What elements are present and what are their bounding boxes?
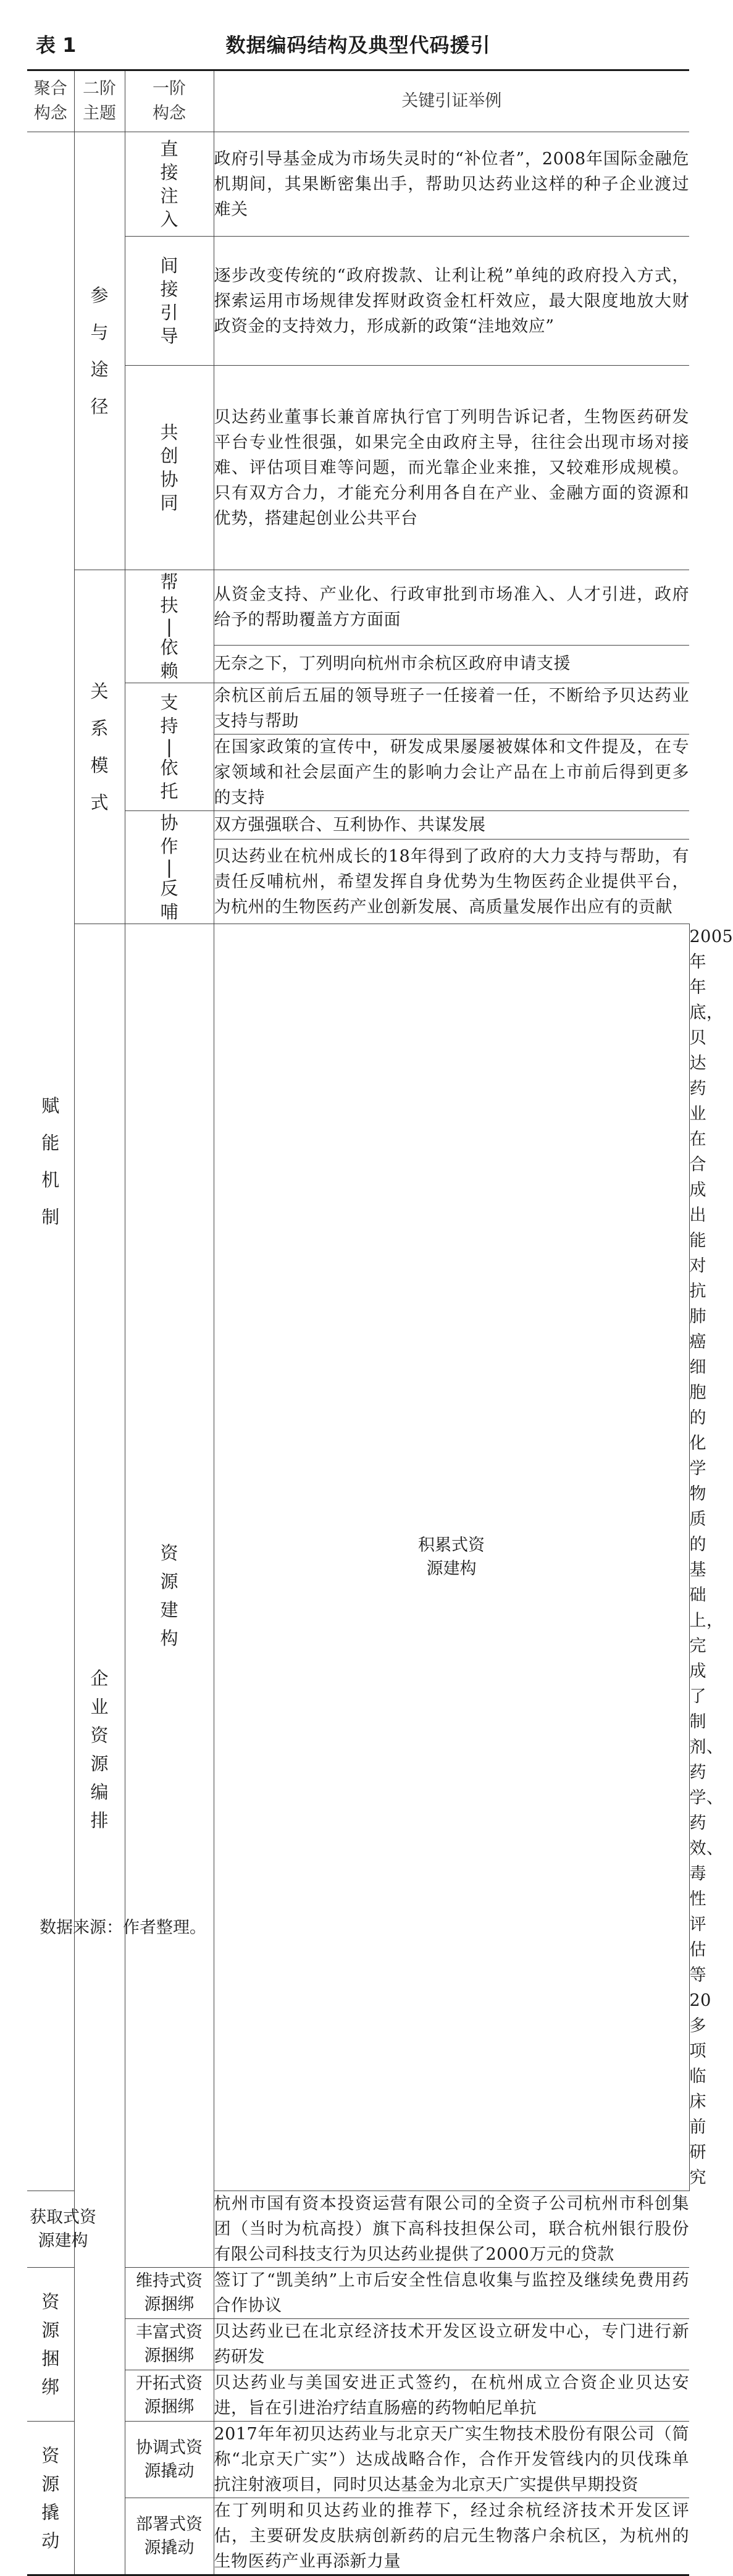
construct-indirect: 间 接 引 导 xyxy=(125,237,214,366)
aggregate-label: 赋 能 机 制 xyxy=(41,1095,60,1227)
header-aggregate: 聚合构念 xyxy=(27,70,74,132)
table-row xyxy=(27,811,689,840)
quote-cell: 签订了“凯美纳”上市后安全性信息收集与监控及继续免费用药合作协议 xyxy=(214,2268,689,2319)
table-row xyxy=(27,570,689,646)
quote-cell: 逐步改变传统的“政府拨款、让利让税”单纯的政府投入方式，探索运用市场规律发挥财政资金杠杆效应，最大限度地放大财政资金的支持效力，形成新的政策“洼地效应” xyxy=(214,237,689,366)
construct-maintaining: 维持式资源捆绑 xyxy=(125,2268,214,2319)
construct-cooperate-feedback: 协 作 | 反 哺 xyxy=(125,811,214,924)
aggregate-label: 企 业 资 源 编 排 xyxy=(90,1667,109,1831)
construct-deploying: 部署式资源撬动 xyxy=(125,2498,214,2575)
quote-cell: 从资金支持、产业化、行政审批到市场准入、人才引进，政府给予的帮助覆盖方方面面 xyxy=(214,570,689,646)
theme-relationship: 关 系 模 式 xyxy=(74,570,125,924)
table-title: 数据编码结构及典型代码援引 xyxy=(225,33,491,57)
construct-help-depend: 帮 扶 | 依 赖 xyxy=(125,570,214,683)
header-quotes: 关键引证举例 xyxy=(214,70,689,132)
header-construct: 一阶构念 xyxy=(125,70,214,132)
table-row xyxy=(27,2370,689,2422)
aggregate-empowerment xyxy=(27,132,74,2191)
table-row xyxy=(27,2319,689,2370)
quote-cell: 贝达药业在杭州成长的18年得到了政府的大力支持与帮助，有责任反哺杭州，希望发挥自身优势为生物医药企业提供平台，为杭州的生物医药产业创新发展、高质量发展作出应有的贡献 xyxy=(214,840,689,924)
coding-table xyxy=(27,69,733,2576)
theme-leveraging: 资 源 撬 动 xyxy=(27,2422,74,2575)
table-row: 企 业 资 源 编 排 资 源 建 构 积累式资源建构 2005年年底，贝达药业在合成出能对抗肺癌细胞的化学物质的基础上，完成了制剂、药学、药效、毒性评估等20多项临床前研究 xyxy=(27,924,689,2191)
table-number: 表 1 xyxy=(36,33,77,57)
construct-enriching: 丰富式资源捆绑 xyxy=(125,2319,214,2370)
theme-participation: 参 与 途 径 xyxy=(74,132,125,570)
aggregate-orchestration xyxy=(74,924,125,2575)
quote-cell: 双方强强联合、互利协作、共谋发展 xyxy=(214,811,689,840)
table-row xyxy=(27,132,689,237)
table-row xyxy=(27,683,689,734)
quote-cell: 无奈之下，丁列明向杭州市余杭区政府申请支援 xyxy=(214,645,689,683)
header-row xyxy=(27,70,689,132)
quote-cell: 2017年年初贝达药业与北京天广实生物技术股份有限公司（简称“北京天广实”）达成战略合作，合作开发管线内的贝伐珠单抗注射液项目，同时贝达基金为北京天广实提供早期投资 xyxy=(214,2422,689,2498)
construct-support-rely: 支 持 | 依 托 xyxy=(125,683,214,811)
quote-cell: 政府引导基金成为市场失灵时的“补位者”，2008年国际金融危机期间，其果断密集出手，帮助贝达药业这样的种子企业渡过难关 xyxy=(214,132,689,237)
table-row xyxy=(27,237,689,366)
construct-cocreation: 共 创 协 同 xyxy=(125,366,214,570)
theme-construction: 资 源 建 构 xyxy=(125,924,214,2268)
construct-acquisitive: 获取式资源建构 xyxy=(27,2191,74,2268)
quote-cell: 在国家政策的宣传中，研发成果屡屡被媒体和文件提及，在专家领域和社会层面产生的影响力会让产品在上市前后得到更多的支持 xyxy=(214,734,689,811)
table-caption xyxy=(27,23,689,61)
quote-cell: 贝达药业已在北京经济技术开发区设立研发中心，专门进行新药研发 xyxy=(214,2319,689,2370)
table-row xyxy=(27,366,689,570)
theme-bundling: 资 源 捆 绑 xyxy=(27,2268,74,2422)
construct-pioneering: 开拓式资源捆绑 xyxy=(125,2370,214,2422)
quote-cell: 贝达药业董事长兼首席执行官丁列明告诉记者，生物医药研发平台专业性很强，如果完全由政府主导，往往会出现市场对接难、评估项目难等问题，而光靠企业来推，又较难形成规模。只有双方合力，才能充分利用各自在产业、金融方面的资源和优势，搭建起创业公共平台 xyxy=(214,366,689,570)
table-row xyxy=(27,2422,689,2498)
construct-accumulative: 积累式资源建构 xyxy=(214,924,689,2191)
data-source-note: 数据来源：作者整理。 xyxy=(40,1918,206,1937)
table-row xyxy=(27,2268,689,2319)
construct-direct: 直 接 注 入 xyxy=(125,132,214,237)
quote-cell: 余杭区前后五届的领导班子一任接着一任，不断给予贝达药业支持与帮助 xyxy=(214,683,689,734)
construct-coordinating: 协调式资源撬动 xyxy=(125,2422,214,2498)
quote-cell: 杭州市国有资本投资运营有限公司的全资子公司杭州市科创集团（当时为杭高投）旗下高科技担保公司，联合杭州银行股份有限公司科技支行为贝达药业提供了2000万元的贷款 xyxy=(214,2191,689,2268)
quote-cell: 在丁列明和贝达药业的推荐下，经过余杭经济技术开发区评估，主要研发皮肤病创新药的启元生物落户余杭区，为杭州的生物医药产业再添新力量 xyxy=(214,2498,689,2575)
header-theme: 二阶主题 xyxy=(74,70,125,132)
quote-cell: 贝达药业与美国安进正式签约，在杭州成立合资企业贝达安进，旨在引进治疗结直肠癌的药物帕尼单抗 xyxy=(214,2370,689,2422)
table-row xyxy=(27,2498,689,2575)
